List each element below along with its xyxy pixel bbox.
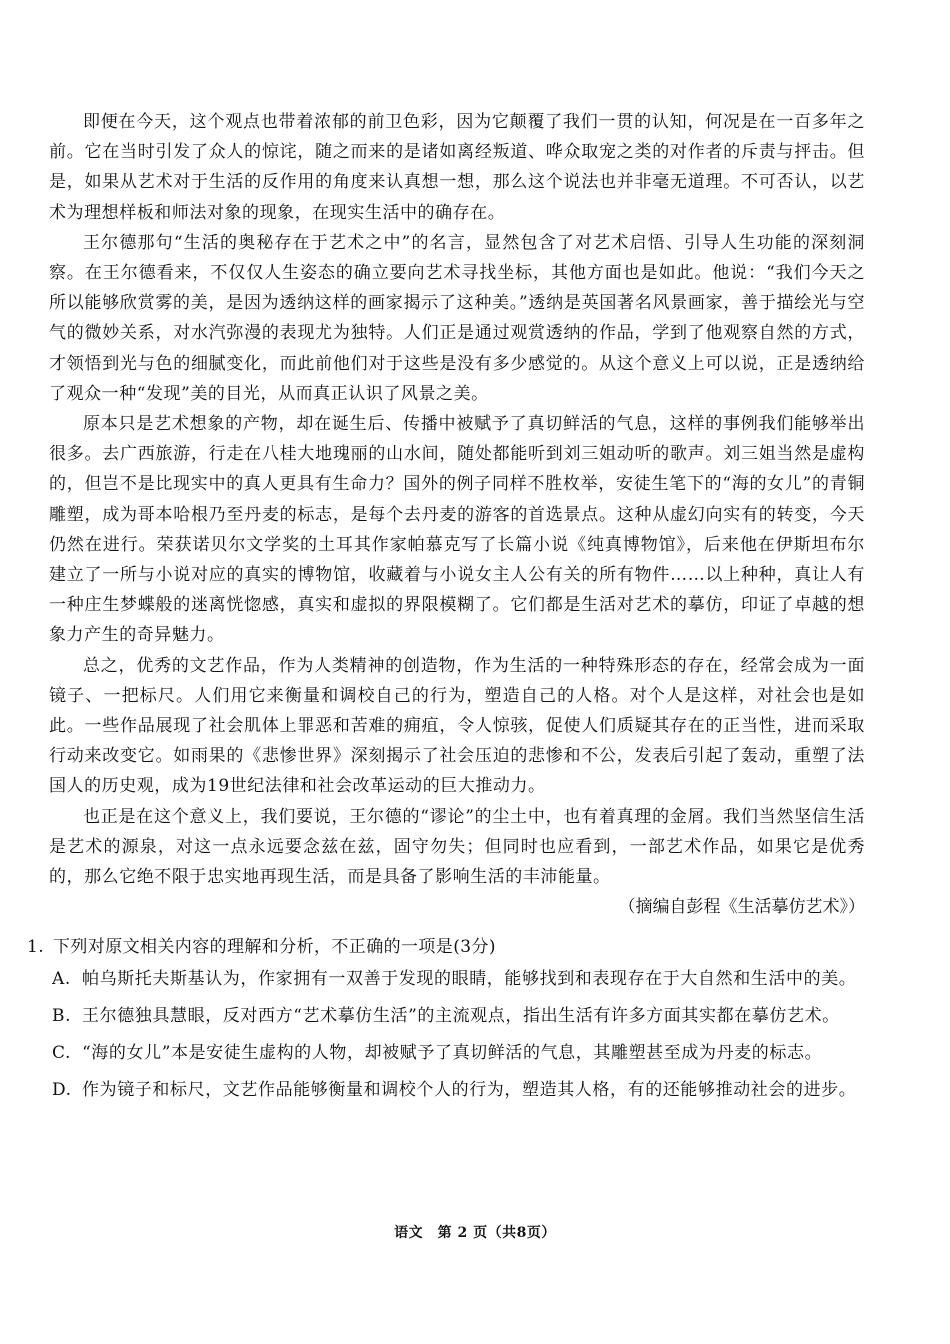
option-text: 帕乌斯托夫斯基认为，作家拥有一双善于发现的眼睛，能够找到和表现存在于大自然和生活中的美。: [82, 969, 857, 990]
paragraph-2: 王尔德那句“生活的奥秘存在于艺术之中”的名言，显然包含了对艺术启悟、引导人生功能的深刻洞察。在王尔德看来，不仅仅人生姿态的确立要向艺术寻找坐标，其他方面也是如此。他说：“我们今天之所以能够欣赏雾的美，是因为透纳这样的画家揭示了这种美。”透纳是英国著名风景画家，善于描绘光与空气的微妙关系，对水汽弥漫的表现尤为独特。人们正是通过观赏透纳的作品，学到了他观察自然的方式，才领悟到光与色的细腻变化，而此前他们对于这些是没有多少感觉的。从这个意义上可以说，正是透纳给了观众一种“发现”美的目光，从而真正认识了风景之美。: [49, 232, 865, 404]
article-body: [27, 107, 865, 1112]
paragraph-4: 总之，优秀的文艺作品，作为人类精神的创造物，作为生活的一种特殊形态的存在，经常会成为一面镜子、一把标尺。人们用它来衡量和调校自己的行为，塑造自己的人格。对个人是这样，对社会也是如此。一些作品展现了社会肌体上罪恶和苦难的痈疽，令人惊骇，促使人们质疑其存在的正当性，进而采取行动来改变它。如雨果的《悲惨世界》深刻揭示了社会压迫的悲惨和不公，发表后引起了轰动，重塑了法国人的历史观，成为19世纪法律和社会改革运动的巨大推动力。: [49, 655, 865, 797]
option-text: 作为镜子和标尺，文艺作品能够衡量和调校个人的行为，塑造其人格，有的还能够推动社会的进步。: [82, 1080, 857, 1101]
option-letter: B.: [52, 1006, 72, 1027]
question-stem: [27, 932, 865, 962]
option-a[interactable]: [49, 964, 865, 995]
question-1: [27, 932, 865, 1106]
option-letter: C.: [52, 1043, 72, 1064]
option-letter: A.: [52, 969, 71, 990]
option-b[interactable]: [49, 1001, 865, 1032]
page-footer: 语文 第 2 页（共8页）: [394, 1225, 556, 1241]
question-text: 下列对原文相关内容的理解和分析，不正确的一项是(3分): [53, 937, 496, 958]
option-c[interactable]: [49, 1038, 865, 1069]
option-d[interactable]: [49, 1075, 865, 1106]
paragraph-5: 也正是在这个意义上，我们要说，王尔德的“谬论”的尘土中，也有着真理的金屑。我们当然坚信生活是艺术的源泉，对这一点永远要念兹在兹，固守勿失；但同时也应看到，一部艺术作品，如果它是优秀的，那么它绝不限于忠实地再现生活，而是具备了影响生活的丰沛能量。: [49, 806, 865, 888]
source-citation: （摘编自彭程《生活摹仿艺术》）: [618, 897, 865, 918]
option-letter: D.: [52, 1080, 72, 1101]
option-text: “海的女儿”本是安徒生虚构的人物，却被赋予了真切鲜活的气息，其雕塑甚至成为丹麦的标志。: [82, 1043, 823, 1064]
question-number: 1.: [27, 937, 45, 958]
paragraph-1: 即便在今天，这个观点也带着浓郁的前卫色彩，因为它颠覆了我们一贯的认知，何况是在一百多年之前。它在当时引发了众人的惊诧，随之而来的是诸如离经叛道、哗众取宠之类的对作者的斥责与抨击。但是，如果从艺术对于生活的反作用的角度来认真想一想，那么这个说法也并非毫无道理。不可否认，以艺术为理想样板和师法对象的现象，在现实生活中的确存在。: [49, 112, 865, 223]
paragraph-3: 原本只是艺术想象的产物，却在诞生后、传播中被赋予了真切鲜活的气息，这样的事例我们能够举出很多。去广西旅游，行走在八桂大地瑰丽的山水间，随处都能听到刘三姐动听的歌声。刘三姐当然是虚构的，但岂不是比现实中的真人更具有生命力？国外的例子同样不胜枚举，安徒生笔下的“海的女儿”的青铜雕塑，成为哥本哈根乃至丹麦的标志，是每个去丹麦的游客的首选景点。这种从虚幻向实有的转变，今天仍然在进行。荣获诺贝尔文学奖的土耳其作家帕慕克写了长篇小说《纯真博物馆》，后来他在伊斯坦布尔建立了一所与小说对应的真实的博物馆，收藏着与小说女主人公有关的所有物件……以上种种，真让人有一种庄生梦蝶般的迷离恍惚感，真实和虚拟的界限模糊了。它们都是生活对艺术的摹仿，印证了卓越的想象力产生的奇异魅力。: [49, 414, 865, 646]
option-text: 王尔德独具慧眼，反对西方“艺术摹仿生活”的主流观点，指出生活有许多方面其实都在摹仿艺术。: [82, 1006, 840, 1027]
